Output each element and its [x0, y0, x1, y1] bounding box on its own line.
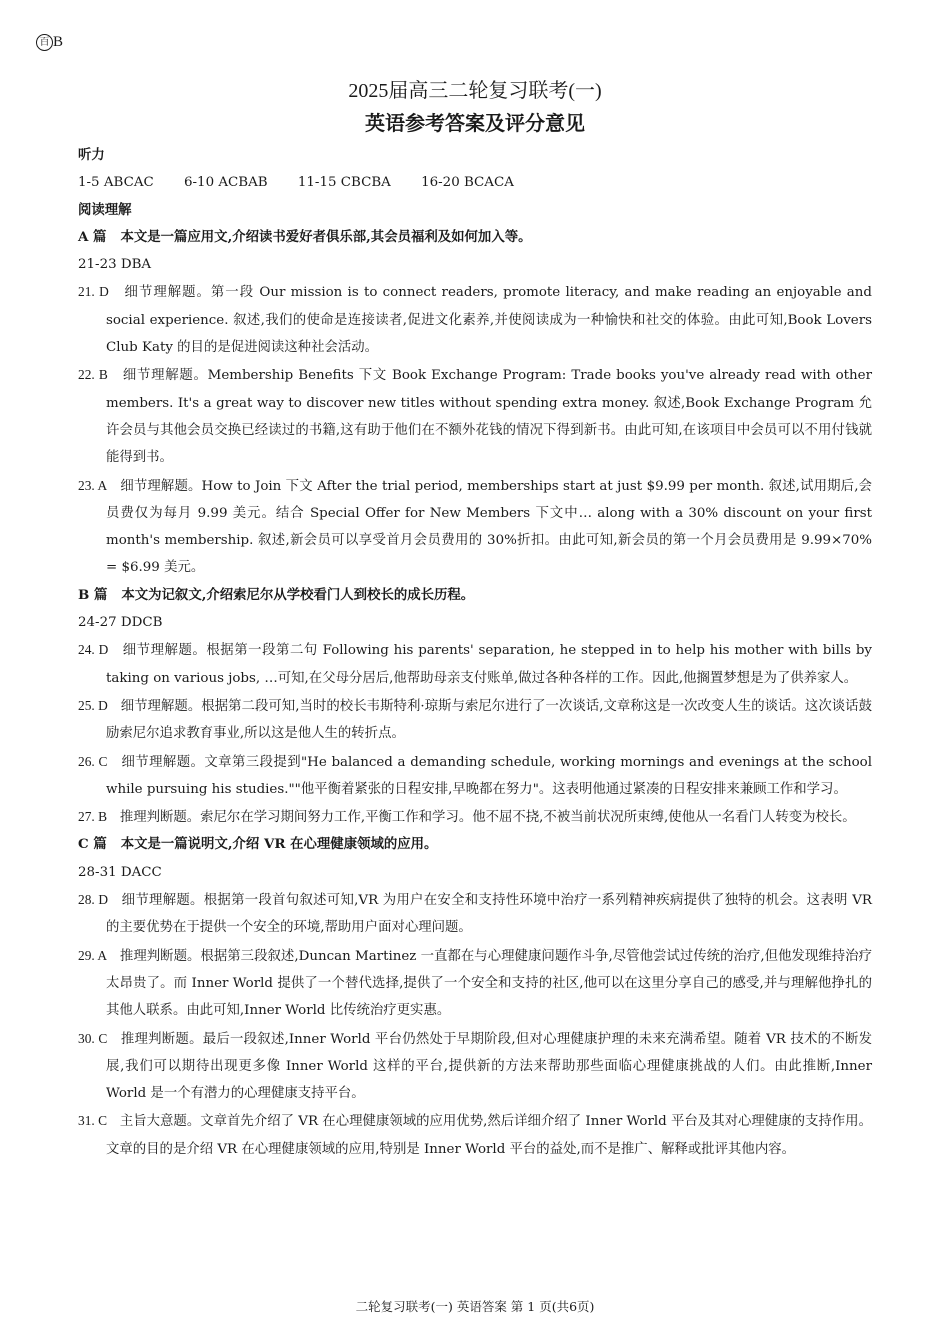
- answer-item-23: [78, 472, 872, 582]
- answer-number: 21. D: [78, 284, 109, 300]
- reading-heading: 阅读理解: [78, 201, 132, 218]
- answer-number: 31. C: [78, 1113, 108, 1129]
- page-subtitle: 英语参考答案及评分意见: [365, 111, 585, 135]
- answer-number: 22. B: [78, 367, 108, 383]
- answer-item-21: [78, 278, 872, 361]
- answer-explanation: 细节理解题。第一段 Our mission is to connect readers, promote literacy, and make reading an enjoyable and social experience. 叙述,我们的使命是连接读者,促进文化素养,并使阅读成为一种愉快和社交的体验。由此可知,Book Lovers Club Katy 的目的是促进阅读这种社会活动。: [106, 285, 872, 356]
- answer-number: 25. D: [78, 697, 108, 713]
- listening-answer-group: 1-5 ABCAC: [78, 175, 154, 191]
- passage-b-range: 24-27 DDCB: [78, 615, 163, 631]
- corner-letter: B: [53, 34, 64, 50]
- answer-explanation: 推理判断题。根据第三段叙述,Duncan Martinez 一直都在与心理健康问题作斗争,尽管他尝试过传统的治疗,但他发现维持治疗太昂贵了。而 Inner World 提供了一个替代选择,提供了一个安全和支持的社区,他可以在这里分享自己的感受,并与理解他挣扎的其他人联系。由此可知,Inner World 比传统治疗更实惠。: [106, 948, 872, 1019]
- answer-explanation: 主旨大意题。文章首先介绍了 VR 在心理健康领域的应用优势,然后详细介绍了 Inner World 平台及其对心理健康的支持作用。文章的目的是介绍 VR 在心理健康领域的应用,特别是 Inner World 平台的益处,而不是推广、解释或批评其他内容。: [106, 1114, 872, 1157]
- answer-explanation: 细节理解题。Membership Benefits 下文 Book Exchange Program: Trade books you've already read with other members. It's a great way to discover new titles without spending extra money. 叙述,Book Exchange Program 允许会员与其他会员交换已经读过的书籍,这有助于他们在不额外花钱的情况下得到新书。由此可知,在该项目中会员可以不用付钱就能得到书。: [106, 368, 873, 466]
- corner-mark: [36, 34, 63, 51]
- passage-summary: 本文是一篇应用文,介绍读书爱好者俱乐部,其会员福利及如何加入等。: [120, 228, 532, 245]
- answer-number: 24. D: [78, 642, 109, 658]
- passage-tag: A 篇: [78, 228, 107, 245]
- answer-number: 26. C: [78, 753, 108, 769]
- answer-explanation: 推理判断题。索尼尔在学习期间努力工作,平衡工作和学习。他不屈不挠,不被当前状况所束缚,使他从一名看门人转变为校长。: [119, 810, 856, 826]
- answer-number: 23. A: [78, 477, 108, 493]
- answer-explanation: 推理判断题。最后一段叙述,Inner World 平台仍然处于早期阶段,但对心理健康护理的未来充满希望。随着 VR 技术的不断发展,我们可以期待出现更多像 Inner World 这样的平台,提供新的方法来帮助那些面临心理健康挑战的人们。由此推断,Inner World 是一个有潜力的心理健康支持平台。: [106, 1031, 872, 1102]
- answer-explanation: 细节理解题。How to Join 下文 After the trial period, memberships start at just $9.99 per month. 叙述,试用期后,会员费仅为每月 9.99 美元。结合 Special Offer for New Members 下文中… along with a 30% discount on your first month's membership. 叙述,新会员可以享受首月会员费用的 30%折扣。由此可知,新会员的第一个月会员费用是 9.99×70% = $6.99 美元。: [106, 478, 872, 576]
- answer-item-31: [78, 1107, 872, 1163]
- answer-item-28: [78, 886, 872, 942]
- answer-item-25: [78, 692, 872, 748]
- page-title: 2025届高三二轮复习联考(一): [348, 80, 602, 102]
- passage-summary: 本文是一篇说明文,介绍 VR 在心理健康领域的应用。: [120, 836, 438, 853]
- passage-tag: B 篇: [78, 586, 108, 603]
- answer-explanation: 细节理解题。根据第一段第二句 Following his parents' separation, he stepped in to help his mother with bills by taking on various jobs, …可知,在父母分居后,他帮助母亲支付账单,做过各种各样的工作。因此,他搁置梦想是为了供养家人。: [106, 643, 872, 686]
- answer-item-26: [78, 748, 872, 804]
- passage-b-header: [78, 582, 872, 609]
- answer-item-29: [78, 942, 872, 1025]
- answer-item-30: [78, 1025, 872, 1108]
- passage-a-range: 21-23 DBA: [78, 257, 152, 273]
- listening-answer-group: 16-20 BCACA: [421, 175, 514, 191]
- answer-number: 30. C: [78, 1030, 108, 1046]
- answer-explanation: 细节理解题。根据第一段首句叙述可知,VR 为用户在安全和支持性环境中治疗一系列精神疾病提供了独特的机会。这表明 VR 的主要优势在于提供一个安全的环境,帮助用户面对心理问题。: [106, 893, 872, 936]
- listening-heading: 听力: [78, 147, 105, 163]
- listening-answers: [78, 169, 872, 196]
- listening-answer-group: 6-10 ACBAB: [184, 175, 268, 191]
- answer-item-27: [78, 803, 872, 831]
- answer-number: 29. A: [78, 947, 108, 963]
- passage-c-range: 28-31 DACC: [78, 864, 162, 880]
- document-page: [78, 76, 872, 1163]
- answer-number: 28. D: [78, 892, 109, 908]
- answer-number: 27. B: [78, 809, 108, 825]
- passage-summary: 本文为记叙文,介绍索尼尔从学校看门人到校长的成长历程。: [121, 586, 475, 603]
- answer-explanation: 细节理解题。根据第二段可知,当时的校长韦斯特利·琼斯与索尼尔进行了一次谈话,文章称这是一次改变人生的谈话。这次谈话鼓励索尼尔追求教育事业,所以这是他人生的转折点。: [106, 698, 872, 742]
- listening-answer-group: 11-15 CBCBA: [297, 175, 391, 191]
- passage-c-header: [78, 831, 872, 858]
- passage-tag: C 篇: [78, 836, 107, 853]
- passage-a-header: [78, 224, 872, 251]
- circle-logo-icon: 百: [36, 34, 53, 51]
- answer-item-22: [78, 361, 872, 471]
- page-footer: 二轮复习联考(一) 英语答案 第 1 页(共6页): [355, 1299, 595, 1314]
- answer-item-24: [78, 636, 872, 692]
- answer-explanation: 细节理解题。文章第三段提到"He balanced a demanding schedule, working mornings and evenings at the school while pursuing his studies.""他平衡着紧张的日程安排,早晚都在努力"。这表明他通过紧凑的日程安排来兼顾工作和学习。: [106, 754, 872, 797]
